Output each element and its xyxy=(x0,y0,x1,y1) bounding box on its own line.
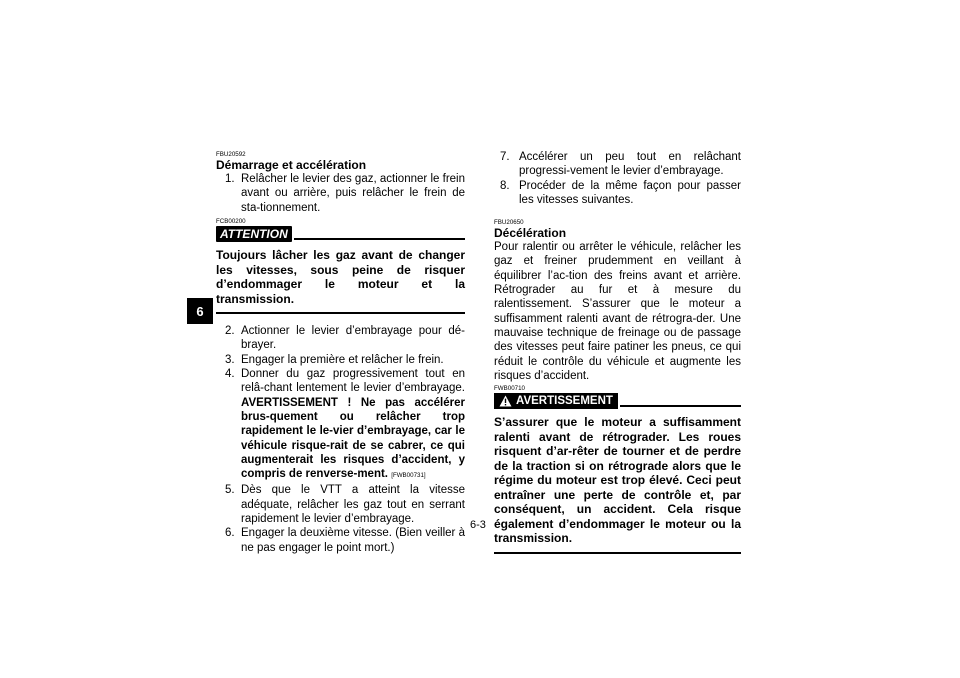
list-item: 2. Actionner le levier d’embrayage pour dé-brayer. xyxy=(225,325,465,352)
section-code: FBU20592 xyxy=(216,151,246,158)
banner-line xyxy=(294,238,465,240)
left-column xyxy=(216,151,465,555)
attention-badge: ATTENTION xyxy=(216,226,292,242)
right-column xyxy=(494,150,741,564)
list-item: 5. Dès que le VTT a atteint la vitesse adéquate, relâcher les gaz tout en serrant rapidement le levier d’embrayage. xyxy=(225,484,465,526)
steps-list-c xyxy=(494,150,741,207)
warning-ref: [FWB00731] xyxy=(391,472,426,480)
page-number: 6-3 xyxy=(470,519,486,531)
list-item: 1. Relâcher le levier des gaz, actionner le frein avant ou arrière, puis relâcher le frein de sta-tionnement. xyxy=(225,173,465,214)
list-item: 3. Engager la première et relâcher le frein. xyxy=(225,353,444,366)
steps-list-b xyxy=(216,324,465,555)
warning-text: S’assurer que le moteur a suffisamment ralenti avant de rétrograder. Les roues risquent d’ar-rêter de tourner et de perdre de la traction si on rétrograde alors que le régime du moteur est trop élevé. Ceci peut entraîner une perte de contrôle et, par conséquent, un accident. Cela risque également d’endommager le moteur ou la transmission. xyxy=(494,415,741,546)
list-item: 8. Procéder de la même façon pour passer les vitesses suivantes. xyxy=(500,179,741,206)
warning-code: FWB00710 xyxy=(494,385,525,393)
list-item: 4. Donner du gaz progressivement tout en relâ-chant lentement le levier d’embrayage. AVERTISSEMENT ! Ne pas accélérer brus-quement ou relâcher trop rapidement le le-vier d’embrayage, car le véhicule risque-rait de se cabrer, ce qui augmenterait les risques d’accident, y compris de renverse-ment. [FWB00731] xyxy=(225,368,465,481)
steps-list-a xyxy=(216,172,465,215)
chapter-tab: 6 xyxy=(187,298,213,324)
list-item: 7. Accélérer un peu tout en relâchant progressi-vement le levier d’embrayage. xyxy=(500,151,741,178)
section-title: Décélération xyxy=(494,226,567,241)
banner-line xyxy=(620,405,741,407)
warning-banner xyxy=(494,393,741,409)
attention-code: FCB00200 xyxy=(216,217,246,225)
body-paragraph: Pour ralentir ou arrêter le véhicule, relâcher les gaz et freiner prudemment en veillant à équilibrer l’ac-tion des freins avant et arrière. Rétrograder au fur et à mesure du ralentissement. S’assurer que le moteur a suffisamment ralenti avant de rétrogra-der. Une mauvaise technique de freinage ou de passage des vitesses peut faire patiner les pneus, ce qui réduit le contrôle du véhicule et augmente les risques d’accident. xyxy=(494,241,741,382)
divider xyxy=(216,312,465,314)
warning-label: AVERTISSEMENT xyxy=(516,395,613,408)
warning-triangle-icon xyxy=(499,395,512,407)
section-code: FBU20650 xyxy=(494,219,524,227)
warning-badge xyxy=(494,393,618,409)
inline-warning: AVERTISSEMENT ! Ne pas accélérer brus-quement ou relâcher trop rapidement le le-vier d’embrayage, car le véhicule risque-rait de se cabrer, ce qui augmenterait les risques d’accident, y compris de renverse-ment. xyxy=(241,396,465,481)
divider xyxy=(494,552,741,554)
attention-banner xyxy=(216,226,465,242)
list-item: 6. Engager la deuxième vitesse. (Bien veiller à ne pas engager le point mort.) xyxy=(225,527,465,554)
section-title: Démarrage et accélération xyxy=(216,158,367,172)
attention-text: Toujours lâcher les gaz avant de changer les vitesses, sous peine de risquer d’endommager le moteur et la transmission. xyxy=(216,248,465,306)
